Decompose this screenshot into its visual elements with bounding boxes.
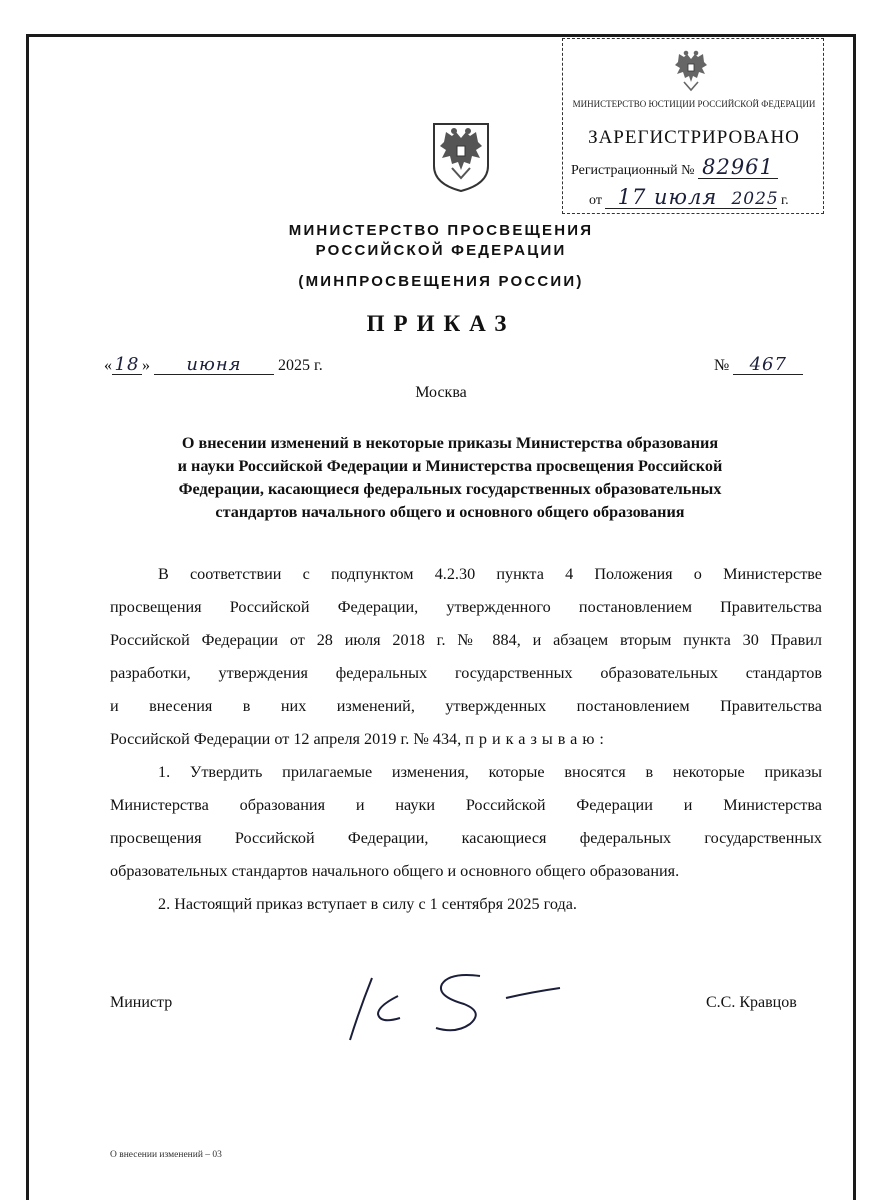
preamble-line: разработки, утверждения федеральных государственных образовательных стандартов (110, 664, 822, 682)
ministry-name-line1: МИНИСТЕРСТВО ПРОСВЕЩЕНИЯ (288, 222, 594, 239)
footer-code: О внесении изменений – 03 (110, 1150, 222, 1160)
document-type: ПРИКАЗ (366, 311, 516, 336)
preamble-last-line (110, 723, 822, 756)
preamble-last-text: Российской Федерации от 12 апреля 2019 г. № 434, (110, 730, 462, 748)
ministry-name-line2: РОССИЙСКОЙ ФЕДЕРАЦИИ (315, 242, 567, 259)
date-quote-open: « (104, 357, 112, 374)
item1-line: просвещения Российской Федерации, касающиеся федеральных государственных (110, 829, 822, 847)
stamp-date-suffix: г. (780, 193, 789, 208)
item1-line: Министерства образования и науки Российской Федерации и Министерства (110, 796, 822, 814)
title-line: и науки Российской Федерации и Министерства просвещения Российской (177, 457, 723, 475)
order-date (104, 356, 323, 375)
stamp-date-year: 2025 (731, 189, 779, 209)
stamp-reg-label: Регистрационный № (571, 163, 695, 178)
signature-icon (338, 968, 568, 1048)
preamble-line: и внесения в них изменений, утвержденных постановлением Правительства (110, 697, 822, 715)
title-line: О внесении изменений в некоторые приказы Министерства образования (181, 434, 719, 452)
stamp-date-handwritten: 17 июля (605, 187, 729, 209)
order-month: июня (154, 356, 274, 375)
stamp-coat-of-arms-icon (671, 49, 711, 95)
preamble-line: просвещения Российской Федерации, утвержденного постановлением Правительства (110, 598, 822, 616)
ministry-short-name: (МИНПРОСВЕЩЕНИЯ РОССИИ) (298, 273, 584, 290)
order-number-line (714, 356, 803, 375)
date-quote-close: » (142, 357, 150, 374)
item1-line: образовательных стандартов начального общего и основного общего образования. (110, 862, 680, 880)
order-year: 2025 г. (278, 357, 323, 374)
stamp-reg-number: 82961 (698, 157, 778, 179)
order-title (130, 432, 770, 524)
item-1 (110, 756, 822, 888)
title-line: стандартов начального общего и основного общего образования (215, 503, 685, 521)
item2-line: 2. Настоящий приказ вступает в силу с 1 сентября 2025 года. (158, 895, 577, 913)
order-number: 467 (733, 356, 803, 375)
stamp-date-prefix: от (589, 193, 602, 208)
stamp-date (589, 187, 789, 209)
item1-line: 1. Утвердить прилагаемые изменения, которые вносятся в некоторые приказы (158, 763, 822, 781)
preamble-line: В соответствии с подпунктом 4.2.30 пункта 4 Положения о Министерстве (158, 565, 822, 583)
preamble (110, 558, 822, 756)
order-number-label: № (714, 357, 730, 374)
signatory-name: С.С. Кравцов (706, 994, 797, 1011)
stamp-status: ЗАРЕГИСТРИРОВАНО (588, 127, 800, 148)
city: Москва (415, 384, 467, 401)
preamble-line: Российской Федерации от 28 июля 2018 г. № 884, и абзацем вторым пункта 30 Правил (110, 631, 822, 649)
order-day: 18 (112, 356, 142, 375)
signatory-position: Министр (110, 994, 173, 1011)
title-line: Федерации, касающиеся федеральных государственных образовательных (178, 480, 722, 498)
item-2 (110, 888, 822, 921)
coat-of-arms-icon (430, 120, 492, 194)
stamp-registration (571, 157, 778, 179)
stamp-ministry-name: МИНИСТЕРСТВО ЮСТИЦИИ РОССИЙСКОЙ ФЕДЕРАЦИИ (572, 99, 816, 109)
prikazyvayu: приказываю: (465, 730, 609, 748)
registration-stamp (562, 38, 824, 214)
